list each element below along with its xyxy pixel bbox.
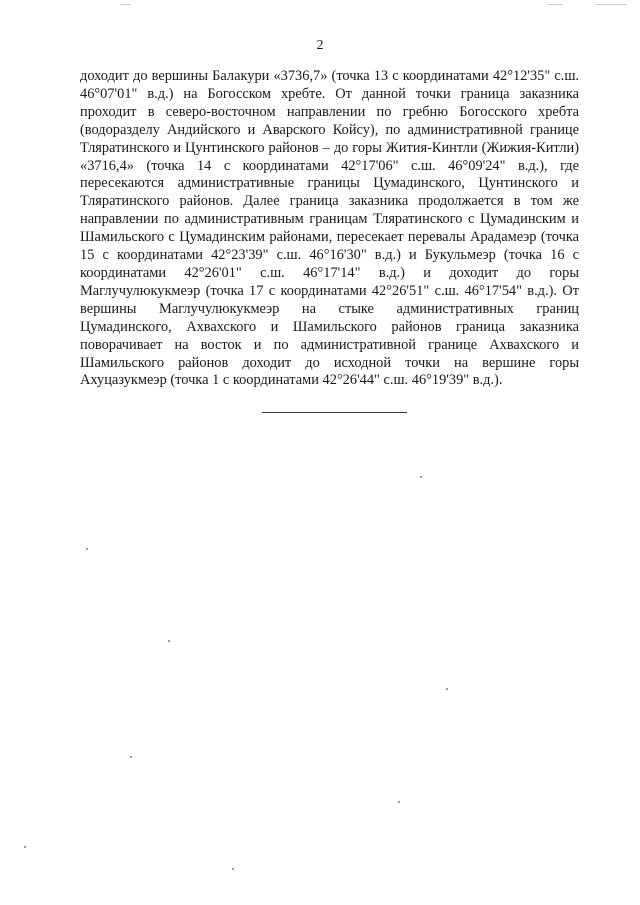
scan-artifact [120, 4, 130, 5]
scan-speck [86, 548, 88, 550]
scan-artifact [596, 4, 626, 5]
end-of-text-divider [262, 412, 407, 413]
scan-speck [446, 688, 448, 690]
scan-speck [24, 846, 26, 848]
scan-speck [232, 868, 234, 870]
scan-artifact [548, 4, 562, 5]
boundary-description-paragraph: доходит до вершины Балакури «3736,7» (точка 13 с координатами 42°12'35" с.ш. 46°07'01" в.д.) на Богосском хребте. От данной точки граница заказника проходит в северо-восточном направлении по гребню Богосского хребта (водоразделу Андийского и Аварского Койсу), по административной границе Тляратинского и Цунтинского районов – до горы Жития-Кинтли (Жижия-Китли) «3716,4» (точка 14 с координатами 42°17'06" с.ш. 46°09'24" в.д.), где пересекаются административные границы Цумадинского, Цунтинского и Тляратинского районов. Далее граница заказника продолжается в том же направлении по административным границам Тляратинского с Цумадинским и Шамильского с Цумадинским районами, пересекает перевалы Арадамеэр (точка 15 с координатами 42°23'39" с.ш. 46°16'30" в.д.) и Букульмеэр (точка 16 с координатами 42°26'01" с.ш. 46°17'14" в.д.) и доходит до горы Маглучулюкукмеэр (точка 17 с координатами 42°26'51" с.ш. 46°17'54" в.д.). От вершины Маглучулюкукмеэр на стыке административных границ Цумадинского, Ахвахского и Шамильского районов граница заказника поворачивает на восток и по административной границе Ахвахского и Шамильского районов доходит до исходной точки на вершине горы Ахуцазукмеэр (точка 1 с координатами 42°26'44" с.ш. 46°19'39" в.д.). [80, 68, 579, 389]
scan-speck [420, 476, 422, 478]
page-number: 2 [316, 38, 324, 53]
scan-speck [398, 801, 400, 803]
scan-speck [130, 756, 132, 758]
scan-speck [168, 640, 170, 642]
